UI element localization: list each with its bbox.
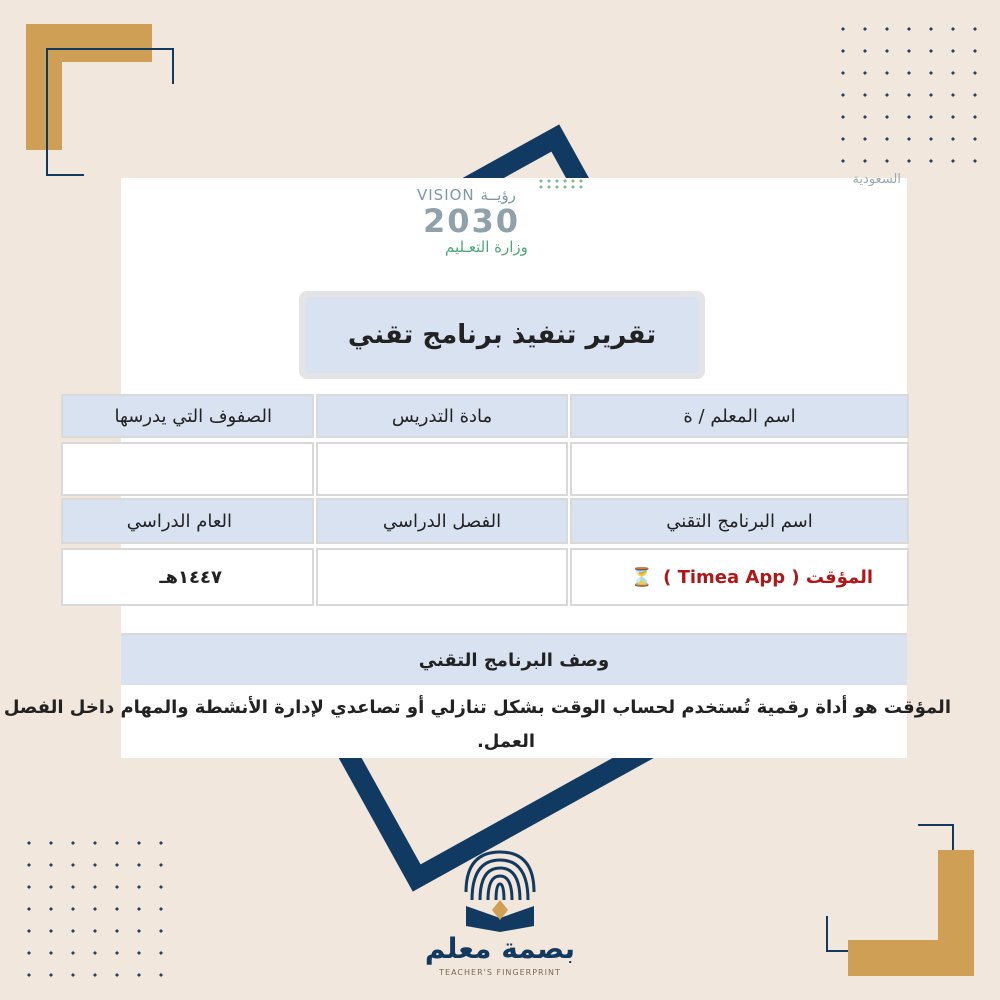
header-subject: مادة التدريس [316,394,568,438]
value-program-name [570,548,909,606]
academic-year-text: ١٤٤٧هـ [159,566,222,588]
brand-name: بصمة معلم [424,932,576,965]
corner-decoration-bottom-right-inner [824,822,918,916]
header-academic-year [61,498,314,544]
header-classes [61,394,314,438]
description-line-2: العمل. [476,731,535,752]
value-academic-year [61,548,314,606]
brand-logo [420,840,580,990]
vision-2030-logo [417,178,587,262]
value-classes [61,442,314,496]
dot-grid-bottom-left [18,832,168,982]
report-document [3,172,951,758]
ministry-name: وزارة التعـليم [445,238,528,256]
header-semester: الفصل الدراسي [316,498,568,544]
dot-grid-top-right [832,18,982,168]
header-classes-label: الصفوف التي يدرسها [114,405,272,427]
value-subject [316,442,568,496]
description-header: وصف البرنامج التقني [121,633,907,685]
fingerprint-book-icon [420,840,580,932]
hourglass-icon: ⏳ [630,566,654,588]
title-box [299,291,705,379]
vision-label: VISION رؤيــة [417,186,516,204]
report-title: تقرير تنفيذ برنامج تقني [305,297,699,373]
ministry-header-text: السعودية [852,172,901,187]
header-program-name: اسم البرنامج التقني [570,498,909,544]
corner-decoration-bottom-right-gold-edge2 [848,940,974,976]
description-line-1: المؤقت هو أداة رقمية تُستخدم لحساب الوقت بشكل تنازلي أو تصاعدي لإدارة الأنشطة والمهام داخل الفصل [3,697,951,718]
corner-decoration-top-left-inner [84,84,178,178]
value-semester [316,548,568,606]
brand-tagline: TEACHER'S FINGERPRINT [439,968,561,977]
vision-sparkle-icon [537,178,587,190]
program-name-text: المؤقت ( Timea App ) [663,566,873,588]
vision-year: 2030 [423,202,521,240]
header-teacher-name: اسم المعلم / ة [570,394,909,438]
value-teacher-name [570,442,909,496]
header-academic-year-label: العام الدراسي [126,510,232,532]
